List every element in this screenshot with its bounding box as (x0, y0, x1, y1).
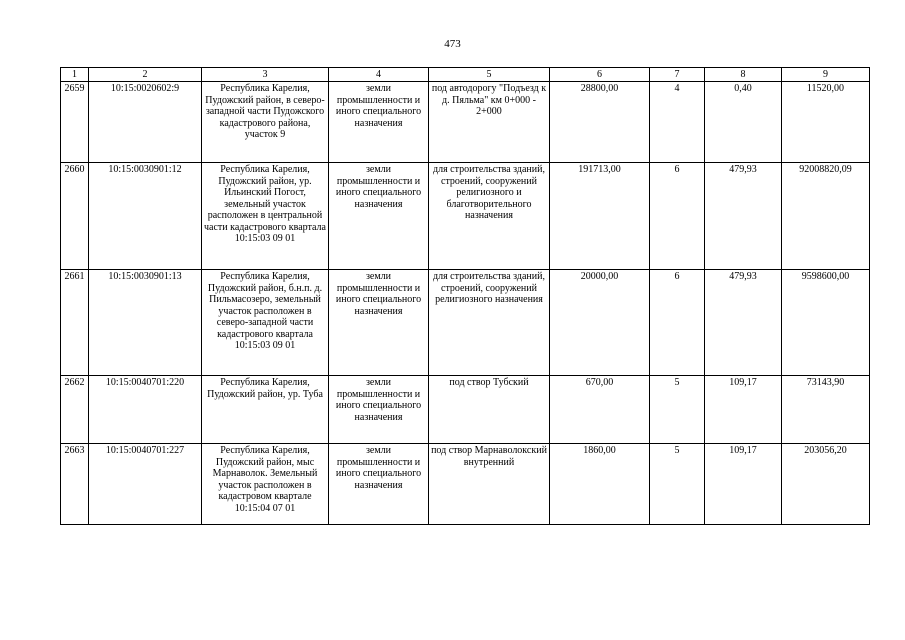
land-register-table (60, 67, 870, 525)
cadastral-number: 10:15:0040701:220 (89, 376, 202, 444)
column-header: 5 (429, 68, 550, 82)
location-cell: Республика Карелия, Пудожский район, в северо-западной части Пудожского кадастрового района, участок 9 (202, 82, 329, 163)
area-cell: 20000,00 (550, 270, 650, 376)
purpose-cell: для строительства зданий, строений, сооружений религиозного назначения (429, 270, 550, 376)
location-cell: Республика Карелия, Пудожский район, б.н.п. д. Пильмасозеро, земельный участок расположен в северо-западной части кадастрового квартала 10:15:03 09 01 (202, 270, 329, 376)
column-header: 7 (650, 68, 705, 82)
purpose-cell: под створ Тубский (429, 376, 550, 444)
table-row (61, 270, 870, 376)
rate-cell: 0,40 (705, 82, 782, 163)
cadastral-number: 10:15:0020602:9 (89, 82, 202, 163)
value-cell: 203056,20 (782, 444, 870, 525)
column-header: 4 (329, 68, 429, 82)
group-cell: 5 (650, 444, 705, 525)
area-cell: 670,00 (550, 376, 650, 444)
purpose-cell: под автодорогу "Подъезд к д. Пяльма" км 0+000 - 2+000 (429, 82, 550, 163)
land-category-cell: земли промышленности и иного специального назначения (329, 163, 429, 270)
purpose-cell: под створ Марнаволокский внутренний (429, 444, 550, 525)
location-cell: Республика Карелия, Пудожский район, ур. Ильинский Погост, земельный участок расположен в центральной части кадастрового квартала 10:15:03 09 01 (202, 163, 329, 270)
land-category-cell: земли промышленности и иного специального назначения (329, 270, 429, 376)
row-number: 2660 (61, 163, 89, 270)
area-cell: 28800,00 (550, 82, 650, 163)
value-cell: 11520,00 (782, 82, 870, 163)
group-cell: 6 (650, 270, 705, 376)
rate-cell: 109,17 (705, 376, 782, 444)
cadastral-number: 10:15:0030901:13 (89, 270, 202, 376)
row-number: 2663 (61, 444, 89, 525)
row-number: 2662 (61, 376, 89, 444)
land-category-cell: земли промышленности и иного специального назначения (329, 82, 429, 163)
value-cell: 92008820,09 (782, 163, 870, 270)
location-cell: Республика Карелия, Пудожский район, ур. Туба (202, 376, 329, 444)
column-header: 3 (202, 68, 329, 82)
column-header: 8 (705, 68, 782, 82)
rate-cell: 479,93 (705, 163, 782, 270)
purpose-cell: для строительства зданий, строений, сооружений религиозного и благотворительного назначения (429, 163, 550, 270)
column-header: 6 (550, 68, 650, 82)
table-row (61, 163, 870, 270)
table-row (61, 82, 870, 163)
rate-cell: 479,93 (705, 270, 782, 376)
group-cell: 5 (650, 376, 705, 444)
area-cell: 1860,00 (550, 444, 650, 525)
location-cell: Республика Карелия, Пудожский район, мыс Марнаволок. Земельный участок расположен в кадастровом квартале 10:15:04 07 01 (202, 444, 329, 525)
column-header: 2 (89, 68, 202, 82)
column-header: 9 (782, 68, 870, 82)
land-category-cell: земли промышленности и иного специального назначения (329, 376, 429, 444)
table-row (61, 376, 870, 444)
land-category-cell: земли промышленности и иного специального назначения (329, 444, 429, 525)
table-row (61, 444, 870, 525)
row-number: 2659 (61, 82, 89, 163)
header-row (61, 68, 870, 82)
value-cell: 73143,90 (782, 376, 870, 444)
cadastral-number: 10:15:0040701:227 (89, 444, 202, 525)
value-cell: 9598600,00 (782, 270, 870, 376)
group-cell: 4 (650, 82, 705, 163)
page-number: 473 (444, 38, 461, 50)
cadastral-number: 10:15:0030901:12 (89, 163, 202, 270)
row-number: 2661 (61, 270, 89, 376)
area-cell: 191713,00 (550, 163, 650, 270)
rate-cell: 109,17 (705, 444, 782, 525)
column-header: 1 (61, 68, 89, 82)
group-cell: 6 (650, 163, 705, 270)
